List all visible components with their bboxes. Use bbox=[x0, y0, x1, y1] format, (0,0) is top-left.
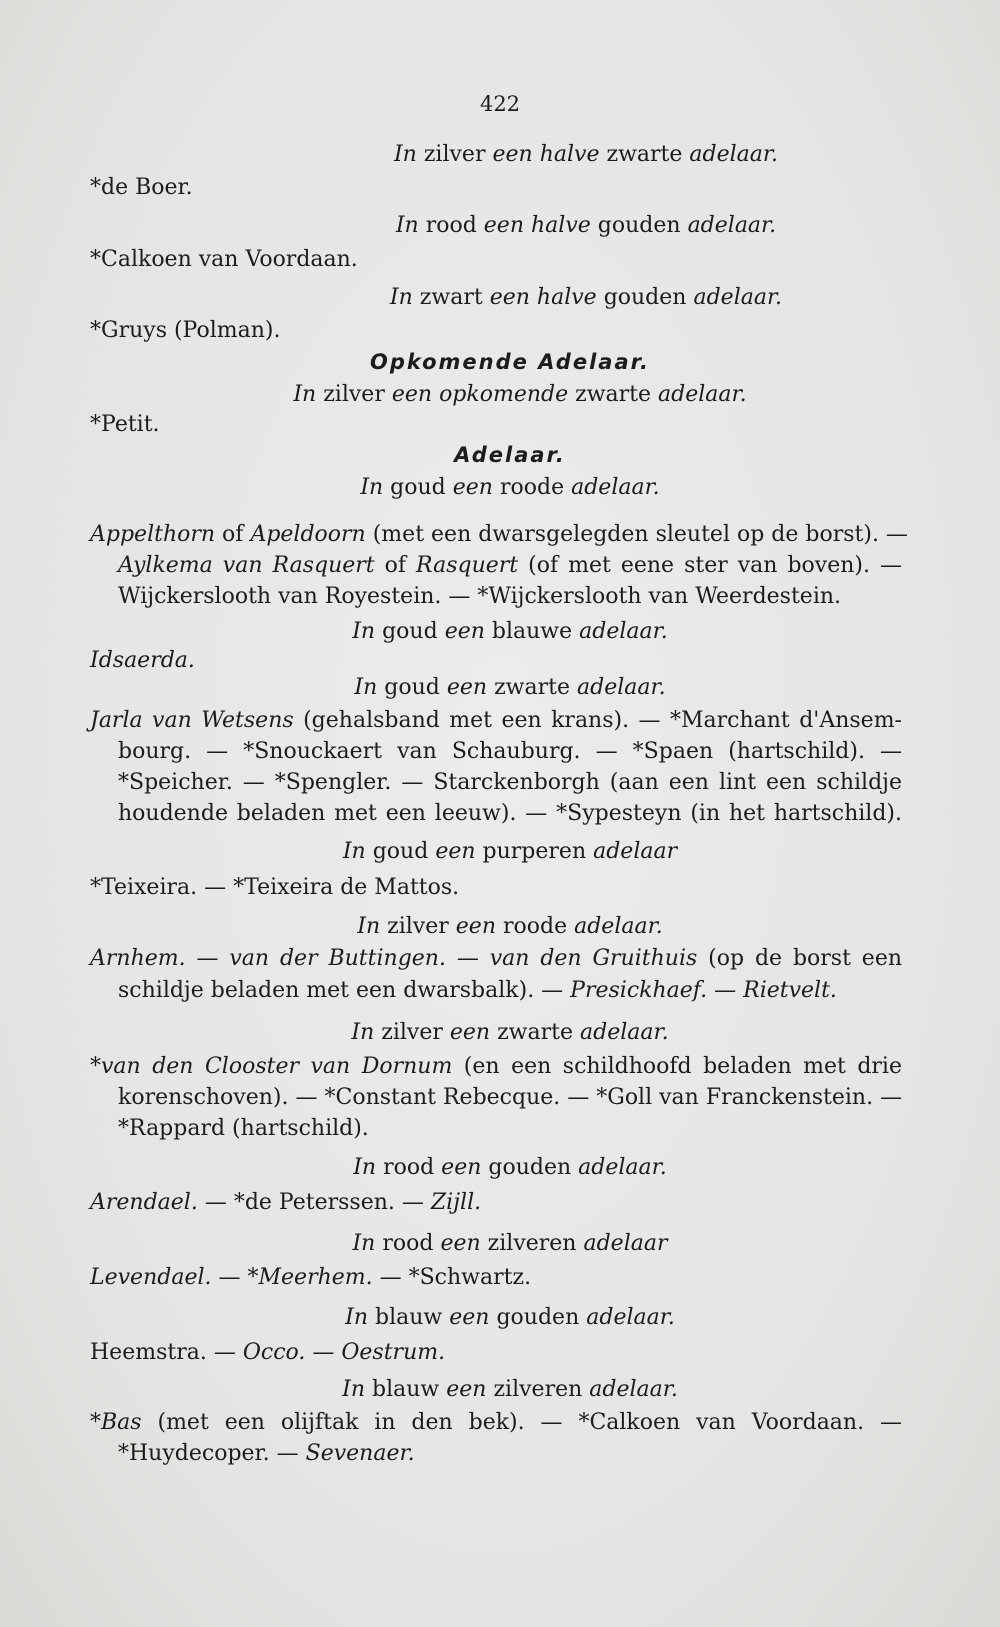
family-entry: Jarla van Wetsens (gehalsband met een krans). — *Marchant d'Ansem- bbox=[90, 708, 902, 733]
family-entry-continued: *Huydecoper. — Sevenaer. bbox=[118, 1441, 415, 1466]
blazon-heading: In blauw een zilveren adelaar. bbox=[342, 1377, 678, 1402]
family-entry-continued: schildje beladen met een dwarsbalk). — Presickhaef. — Rietvelt. bbox=[118, 978, 837, 1003]
family-entry: *Petit. bbox=[90, 412, 160, 437]
family-entry-continued: Aylkema van Rasquert of Rasquert (of met eene ster van boven). — bbox=[118, 553, 903, 578]
family-entry-continued: *Rappard (hartschild). bbox=[118, 1116, 369, 1141]
family-entry-continued: *Speicher. — *Spengler. — Starckenborgh (aan een lint een schildje bbox=[118, 770, 902, 795]
section-heading-adelaar: Adelaar. bbox=[454, 443, 566, 467]
blazon-heading: In zilver een halve zwarte adelaar. bbox=[393, 142, 778, 167]
blazon-heading: In rood een halve gouden adelaar. bbox=[395, 213, 777, 238]
family-entry: Arendael. — *de Peterssen. — Zijll. bbox=[90, 1190, 482, 1215]
family-entry-continued: korenschoven). — *Constant Rebecque. — *Goll van Franckenstein. — bbox=[118, 1085, 903, 1110]
family-entry: *de Boer. bbox=[90, 175, 193, 200]
family-entry-continued: bourg. — *Snouckaert van Schauburg. — *Spaen (hartschild). — bbox=[118, 739, 902, 764]
family-entry: Heemstra. — Occo. — Oestrum. bbox=[90, 1340, 446, 1365]
family-entry: Levendael. — *Meerhem. — *Schwartz. bbox=[90, 1265, 532, 1290]
blazon-heading: In goud een zwarte adelaar. bbox=[354, 675, 666, 700]
family-entry-continued: Wijckerslooth van Royestein. — *Wijckerslooth van Weerdestein. bbox=[118, 584, 842, 609]
family-entry: *Calkoen van Voordaan. bbox=[90, 247, 358, 272]
section-heading-opkomende: Opkomende Adelaar. bbox=[370, 350, 650, 374]
family-entry-continued: houdende beladen met een leeuw). — *Sypesteyn (in het hartschild). bbox=[118, 801, 902, 826]
family-entry: Appelthorn of Apeldoorn (met een dwarsgelegden sleutel op de borst). — bbox=[90, 522, 908, 547]
blazon-heading: In rood een gouden adelaar. bbox=[353, 1155, 667, 1180]
blazon-heading: In goud een roode adelaar. bbox=[360, 475, 660, 500]
blazon-heading: In goud een purperen adelaar bbox=[342, 839, 678, 864]
family-entry: *van den Clooster van Dornum (en een schildhoofd beladen met drie bbox=[90, 1054, 902, 1079]
blazon-heading: In zwart een halve gouden adelaar. bbox=[389, 285, 783, 310]
blazon-heading: In blauw een gouden adelaar. bbox=[345, 1305, 675, 1330]
family-entry: *Teixeira. — *Teixeira de Mattos. bbox=[90, 875, 460, 900]
family-entry: Arnhem. — van der Buttingen. — van den Gruithuis (op de borst een bbox=[90, 946, 903, 971]
blazon-heading: In goud een blauwe adelaar. bbox=[352, 619, 668, 644]
family-entry: *Bas (met een olijftak in den bek). — *Calkoen van Voordaan. — bbox=[90, 1410, 902, 1435]
blazon-heading: In zilver een opkomende zwarte adelaar. bbox=[293, 382, 747, 407]
blazon-heading: In rood een zilveren adelaar bbox=[352, 1231, 668, 1256]
blazon-heading: In zilver een zwarte adelaar. bbox=[351, 1020, 669, 1045]
family-entry: *Gruys (Polman). bbox=[90, 318, 281, 343]
family-entry: Idsaerda. bbox=[90, 648, 195, 673]
blazon-heading: In zilver een roode adelaar. bbox=[357, 914, 663, 939]
page-number: 422 bbox=[479, 92, 521, 116]
